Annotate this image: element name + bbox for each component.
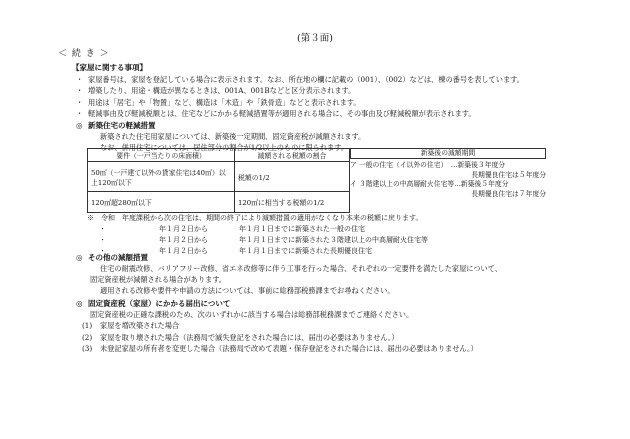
table-header: 新築後の減額期間 [350,148,546,159]
page-title: (第３面) [297,33,333,44]
list-item: (3) 未登記家屋の所有者を変更した場合（法務局で改めて表題・保存登記をされた場合には、届出の必要はありません。） [82,344,478,353]
section-text: 住宅の耐震改修、バリアフリー改修、省エネ改修等に伴う工事を行った場合、それぞれの一定要件を満たした家屋について、 [100,264,502,273]
section-text: 固定資産税の正確な課税のため、次のいずれかに該当する場合は総務部税務課までご連絡ください。 [90,310,414,319]
section-text: 新築された住宅用家屋については、新築後一定期間、固定資産税が減額されます。 [100,132,366,141]
list-item: ・ 家屋番号は、家屋を登記している場合に表示されます。なお、所在地の欄に記載の（001）、（002）などは、棟の番号を表しています。 [76,75,524,84]
table-header: 減額される税額の割合 [235,149,350,162]
reduction-period: 新築後の減額期間 ア 一般の住宅（イ以外の住宅） …新築後３年度分 長期優良住宅は５年度分 イ ３階建以上の中高層耐火住宅等…新築後５年度分 長期優良住宅は７年度分 [350,149,546,198]
notification-items [82,320,478,355]
table-header: 要件（一戸当たりの床面積） [88,149,235,162]
reduction-table [87,148,350,213]
section-text: 適用される改修や要件や申請の方法については、事前に総務部税務課までお尋ねください。 [100,286,395,295]
section-text: なお、併用住宅については、居住部分の割合が1/2以上のものに限られます。 [100,143,349,152]
table-cell: 120㎡に相当する税額の1/2 [235,192,350,213]
section-notification [76,298,413,320]
expiry-schedule [87,213,428,257]
list-item: ・ 軽減事由及び軽減税額とは、住宅などにかかる軽減措置等が適用される場合に、その事由及び軽減税額が表示されます。 [76,109,476,119]
section-title: ◎ 新築住宅の軽減措置 [76,121,156,130]
notes-list [76,74,576,120]
list-item: (2) 家屋を取り壊された場合（法務局で滅失登記をされた場合には、届出の必要はありません。） [82,332,399,342]
list-item: ・ 年１月２日から 年１月１日までに新築された長期優良住宅 [99,247,372,255]
list-item: ・ 増築したり、用途・構造が異なるときは、001A、001Bなどと区分表示されます。 [76,86,356,96]
section-other-reductions [76,252,502,296]
notes-heading: 【家屋に関する事項】 [72,63,147,72]
table-cell: 50㎡（一戸建て以外の貸家住宅は40㎡）以上120㎡以下 [88,162,235,192]
section-text: 固定資産税が減額される場合があります。 [90,275,226,284]
list-item: ・ 用途は「居宅」や「物置」など、構造は「木造」や「鉄骨造」などと表示されます。 [76,97,361,107]
list-item: ・ 年１月２日から 年１月１日までに新築された一般の住宅 [99,225,365,233]
section-title: ◎ 固定資産税（家屋）にかかる届出について [76,299,231,308]
continued-label: ＜ 続 き ＞ [58,49,110,59]
schedule-note: ※ 令和 年度課税から次の住宅は、期間の終了により減額措置の適用がなくなり本来の税額に戻ります。 [87,214,423,222]
list-item: ・ 年１月２日から 年１月１日までに新築された３階建以上の中高層耐火住宅等 [99,236,428,244]
section-title: ◎ その他の減額措置 [76,253,148,262]
table-cell: 120㎡超280㎡以下 [88,192,235,213]
table-cell: 税額の1/2 [235,162,350,192]
list-item: (1) 家屋を増改築された場合 [82,321,180,330]
